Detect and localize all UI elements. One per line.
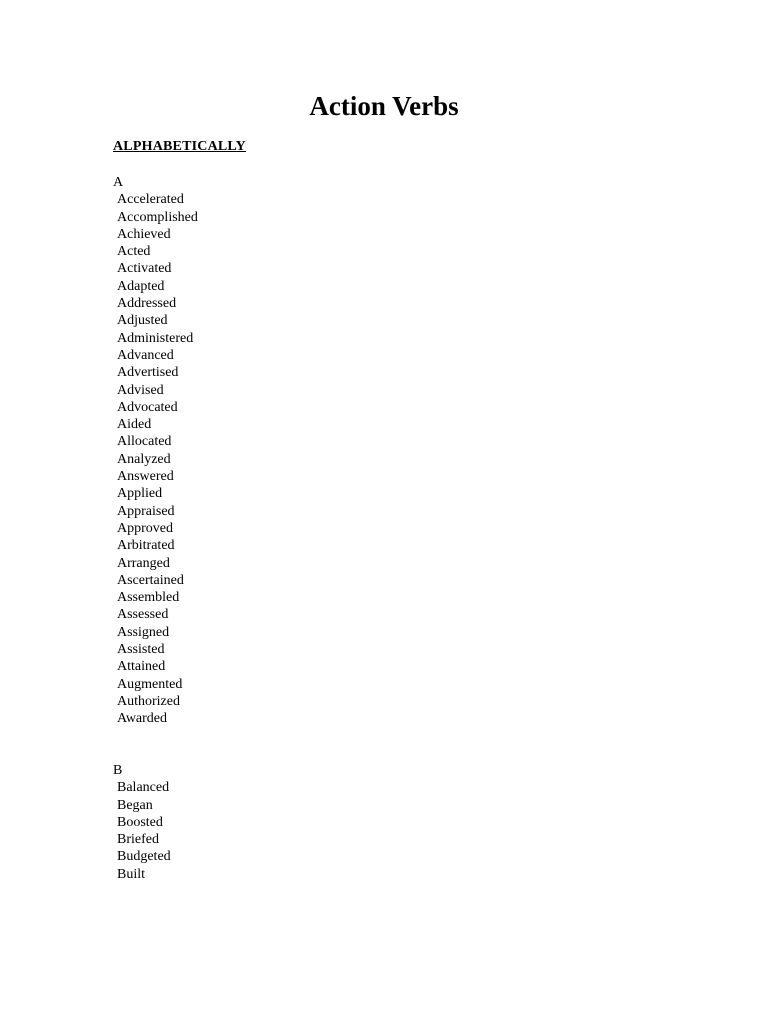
verb-list <box>113 779 171 883</box>
verb-item: Advanced <box>117 347 174 363</box>
verb-item: Arbitrated <box>117 538 175 554</box>
verb-list <box>113 191 198 727</box>
section-heading-alphabetically: ALPHABETICALLY <box>113 139 246 154</box>
verb-item: Advocated <box>117 399 178 415</box>
verb-item: Approved <box>117 520 173 536</box>
page-title: Action Verbs <box>309 91 459 121</box>
verb-item: Built <box>117 866 146 882</box>
verb-item: Ascertained <box>117 572 184 588</box>
verb-item: Appraised <box>117 503 175 519</box>
verb-item: Acted <box>117 244 151 260</box>
verb-item: Augmented <box>117 676 183 692</box>
verb-item: Assessed <box>117 607 169 623</box>
verb-item: Budgeted <box>117 849 171 865</box>
verb-item: Adjusted <box>117 313 168 329</box>
verb-item: Addressed <box>117 296 177 312</box>
verb-item: Advertised <box>117 365 179 381</box>
verb-item: Assembled <box>117 590 180 606</box>
verb-item: Allocated <box>117 434 172 450</box>
verb-item: Applied <box>117 486 163 502</box>
verb-item: Balanced <box>117 780 170 796</box>
verb-item: Advised <box>117 382 164 398</box>
verb-item: Administered <box>117 330 194 346</box>
verb-item: Awarded <box>117 711 168 727</box>
verb-item: Boosted <box>117 814 163 830</box>
verb-item: Accelerated <box>117 192 184 208</box>
verb-item: Analyzed <box>117 451 171 467</box>
verb-item: Arranged <box>117 555 170 571</box>
letter-section-a <box>113 174 198 728</box>
verb-item: Attained <box>117 659 166 675</box>
letter-section-b <box>113 762 171 883</box>
verb-item: Began <box>117 797 153 813</box>
verb-item: Accomplished <box>117 209 198 225</box>
verb-item: Assisted <box>117 642 165 658</box>
verb-item: Achieved <box>117 226 171 242</box>
section-letter: A <box>113 175 124 190</box>
verb-item: Adapted <box>117 278 165 294</box>
verb-item: Aided <box>117 417 152 433</box>
verb-item: Activated <box>117 261 172 277</box>
verb-item: Assigned <box>117 624 170 640</box>
verb-item: Answered <box>117 469 174 485</box>
verb-item: Authorized <box>117 693 180 709</box>
verb-item: Briefed <box>117 832 159 848</box>
section-letter: B <box>113 763 123 778</box>
